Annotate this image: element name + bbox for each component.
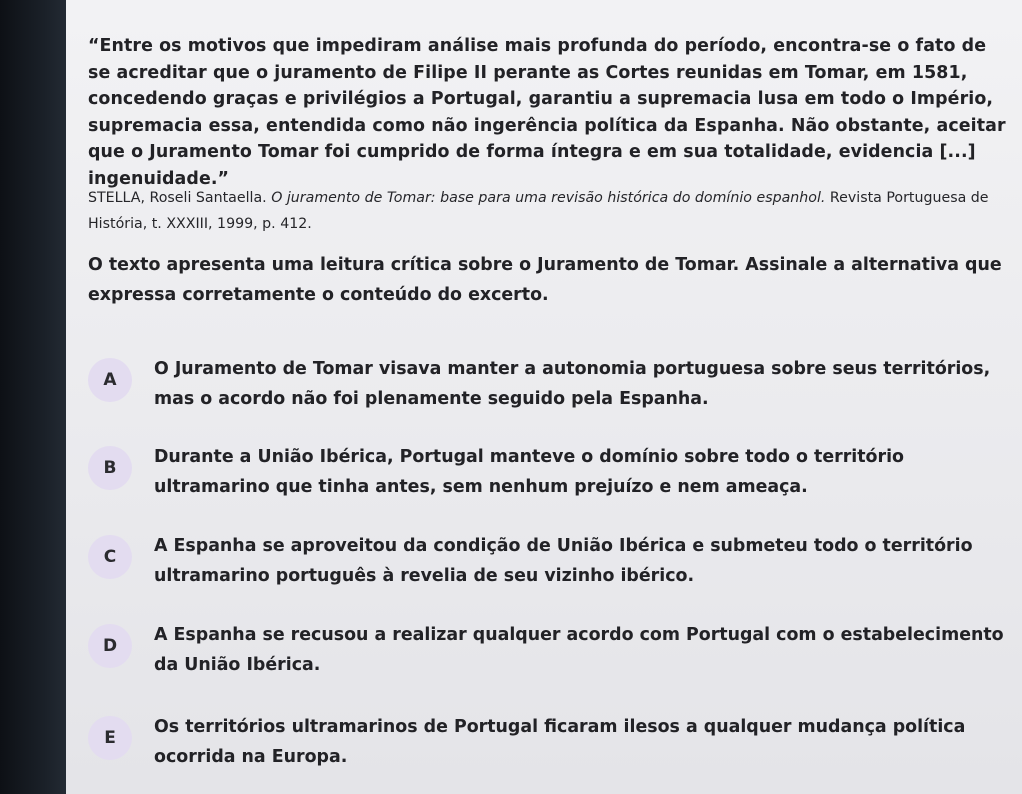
passage-quote: “Entre os motivos que impediram análise mais profunda do período, encontra-se o fato de se acreditar que o juramento de Filipe II perante as Cortes reunidas em Tomar, em 1581, concedendo graças e privilégios a Portugal, garantiu a supremacia lusa em todo o Império, supremacia essa, entendida como não ingerência política da Espanha. Não obstante, aceitar que o Juramento Tomar foi cumprido de forma íntegra e em sua totalidade, evidencia [...] ingenuidade.” bbox=[88, 36, 1006, 189]
option-c-badge[interactable]: C bbox=[88, 535, 132, 579]
option-d-badge[interactable]: D bbox=[88, 624, 132, 668]
option-e-text[interactable]: Os territórios ultramarinos de Portugal ficaram ilesos a qualquer mudança política ocorrida na Europa. bbox=[154, 717, 966, 767]
option-e[interactable] bbox=[88, 713, 1022, 783]
option-c-text[interactable]: A Espanha se aproveitou da condição de União Ibérica e submeteu todo o território ultramarino português à revelia de seu vizinho ibérico. bbox=[154, 536, 973, 586]
option-a-text[interactable]: O Juramento de Tomar visava manter a autonomia portuguesa sobre seus territórios, mas o acordo não foi plenamente seguido pela Espanha. bbox=[154, 359, 991, 409]
question-page bbox=[66, 0, 1022, 794]
citation-author: STELLA, Roseli Santaella. bbox=[88, 190, 272, 206]
option-d-text[interactable]: A Espanha se recusou a realizar qualquer acordo com Portugal com o estabelecimento da União Ibérica. bbox=[154, 625, 1004, 675]
option-b[interactable] bbox=[88, 443, 1022, 513]
option-b-text[interactable]: Durante a União Ibérica, Portugal manteve o domínio sobre todo o território ultramarino que tinha antes, sem nenhum prejuízo e nem ameaça. bbox=[154, 447, 904, 497]
option-c[interactable] bbox=[88, 532, 1022, 602]
citation-title: O juramento de Tomar: base para uma revisão histórica do domínio espanhol. bbox=[271, 190, 826, 206]
screen-bezel bbox=[0, 0, 66, 794]
question-prompt: O texto apresenta uma leitura crítica sobre o Juramento de Tomar. Assinale a alternativa que expressa corretamente o conteúdo do excerto. bbox=[88, 255, 1002, 305]
option-a[interactable] bbox=[88, 355, 1022, 425]
citation-source: Revista Portuguesa de História, t. XXXIII, 1999, p. 412. bbox=[88, 190, 989, 232]
option-a-badge[interactable]: A bbox=[88, 358, 132, 402]
option-e-badge[interactable]: E bbox=[88, 716, 132, 760]
passage-citation bbox=[88, 185, 1013, 237]
option-b-badge[interactable]: B bbox=[88, 446, 132, 490]
option-d[interactable] bbox=[88, 621, 1022, 691]
